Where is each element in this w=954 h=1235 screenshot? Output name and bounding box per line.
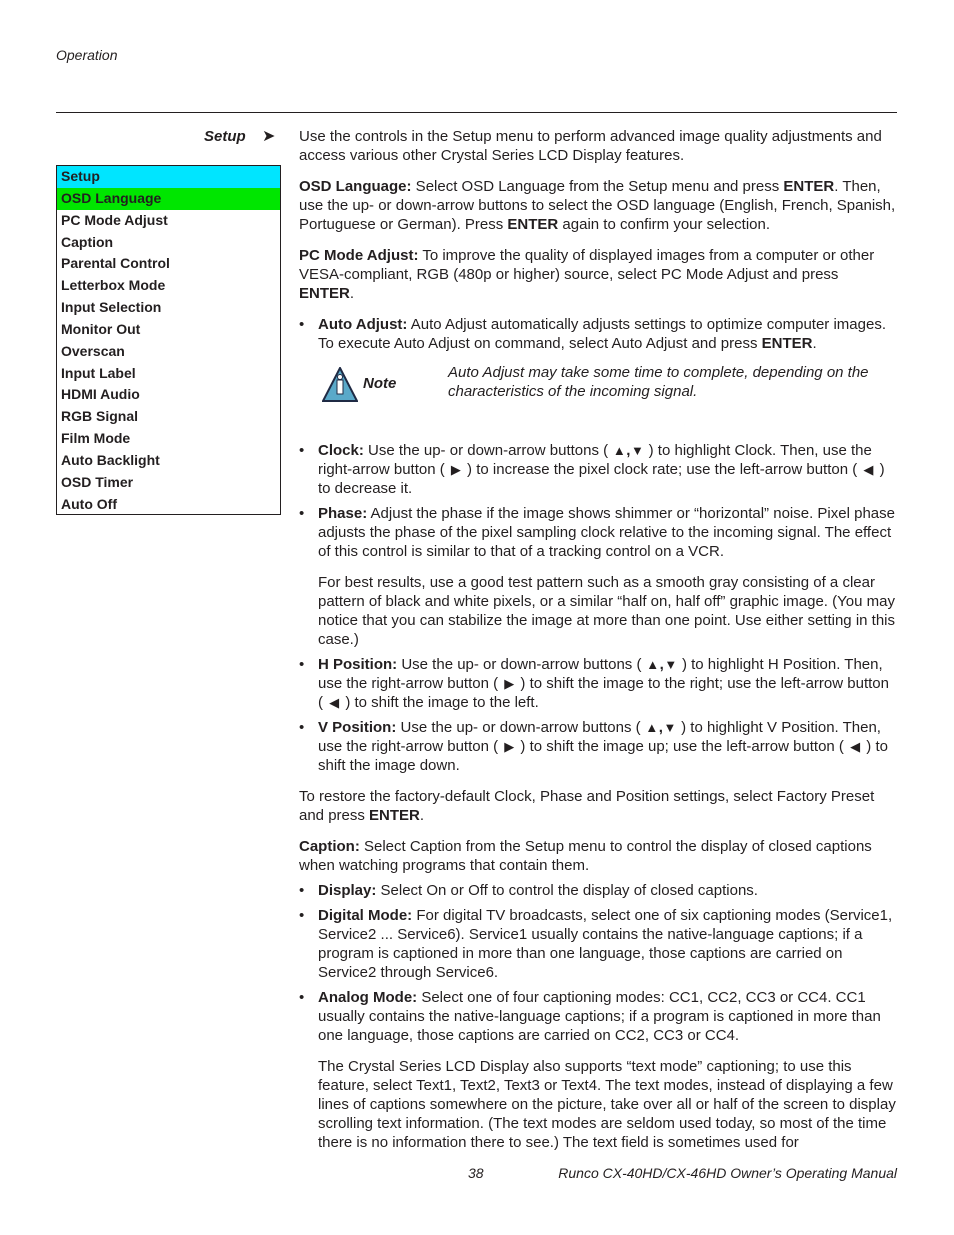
menu-item-auto-off[interactable]: Auto Off xyxy=(61,495,117,512)
restore-text-1: To restore the factory-default Clock, Phase and Position settings, select Factory Preset and press xyxy=(299,788,875,824)
display-bullet xyxy=(299,881,897,900)
clock-text-1: Use the up- or down-arrow buttons ( xyxy=(363,442,613,459)
pc-mode-text-2: . xyxy=(349,285,355,302)
comma: , xyxy=(626,442,631,459)
vpos-text-1: Use the up- or down-arrow buttons ( xyxy=(396,719,645,736)
menu-item-osd-language[interactable]: OSD Language xyxy=(57,188,280,210)
pc-mode-label: PC Mode Adjust: xyxy=(299,247,419,264)
osd-text-3: again to confirm your selection. xyxy=(558,216,771,233)
v-position-bullet xyxy=(299,718,897,775)
hpos-text-4: ) to shift the image to the left. xyxy=(341,694,539,711)
right-arrow-icon: ▶ xyxy=(504,739,515,754)
digital-text-1: For digital TV broadcasts, select one of six captioning modes (Service1, Service2 ... Service6). Service1 usually contains the native-language captions; if a program is captioned in more than one language, those captions are carried on Service2 through Service6. xyxy=(318,907,893,981)
display-text-1: Select On or Off to control the display of closed captions. xyxy=(376,882,758,899)
main-content xyxy=(299,127,897,1158)
analog-text-1: Select one of four captioning modes: CC1, CC2, CC3 or CC4. CC1 usually contains the native-language captions; if a program is captioned in more than one language, those captions are carried on CC2, CC3 or CC4. xyxy=(318,989,881,1044)
auto-adjust-label: Auto Adjust: xyxy=(318,316,408,333)
restore-text-2: . xyxy=(419,807,425,824)
caption-text-1: Select Caption from the Setup menu to control the display of closed captions when watching programs that contain them. xyxy=(299,838,872,874)
restore-paragraph xyxy=(299,787,897,825)
menu-item-hdmi-audio[interactable]: HDMI Audio xyxy=(61,386,140,403)
note-icon xyxy=(322,367,358,403)
up-arrow-icon: ▲ xyxy=(645,720,659,735)
osd-enter-1: ENTER xyxy=(783,178,835,195)
menu-item-osd-timer[interactable]: OSD Timer xyxy=(61,473,134,490)
header-rule xyxy=(56,112,897,113)
phase-label: Phase: xyxy=(318,505,368,522)
h-position-bullet xyxy=(299,655,897,712)
osd-text-1: Select OSD Language from the Setup menu and press xyxy=(411,178,784,195)
setup-menu xyxy=(56,165,281,515)
menu-item-auto-backlight[interactable]: Auto Backlight xyxy=(61,451,160,468)
clock-text-4: ) to decrease it. xyxy=(318,461,885,497)
restore-enter: ENTER xyxy=(369,807,420,824)
auto-adjust-text-2: . xyxy=(812,335,817,352)
caption-label: Caption: xyxy=(299,838,360,855)
page-number: 38 xyxy=(468,1165,484,1181)
down-arrow-icon: ▼ xyxy=(663,720,677,735)
phase-bullet xyxy=(299,504,897,561)
phase-text-1: Adjust the phase if the image shows shimmer or “horizontal” noise. Pixel phase adjusts the phase of the pixel sampling clock relative to the incoming signal. The effect of this control is similar to that of a tracking control on a VCR. xyxy=(318,505,895,560)
menu-item-rgb-signal[interactable]: RGB Signal xyxy=(61,408,139,425)
comma: , xyxy=(659,656,664,673)
pc-mode-text-1: To improve the quality of displayed images from a computer or other VESA-compliant, RGB (480p or higher) source, select PC Mode Adjust and press xyxy=(299,247,875,283)
down-arrow-icon: ▼ xyxy=(664,657,678,672)
right-arrow-icon: ▶ xyxy=(504,676,515,691)
menu-item-input-selection[interactable]: Input Selection xyxy=(61,299,162,316)
up-arrow-icon: ▲ xyxy=(646,657,660,672)
hpos-text-1: Use the up- or down-arrow buttons ( xyxy=(397,656,646,673)
menu-item-caption[interactable]: Caption xyxy=(61,233,114,250)
analog-mode-bullet xyxy=(299,988,897,1045)
up-arrow-icon: ▲ xyxy=(612,443,626,458)
auto-adjust-enter: ENTER xyxy=(761,335,813,352)
phase-extra-paragraph: For best results, use a good test pattern such as a smooth gray consisting of a clear pattern of black and white pixels, or a similar “half on, half off” graphic image. (You may notice that you can stabilize the image at more than one point. Use either setting in this case.) xyxy=(318,574,896,648)
footer-title: Runco CX-40HD/CX-46HD Owner’s Operating Manual xyxy=(558,1165,897,1181)
pc-mode-enter: ENTER xyxy=(299,285,350,302)
analog-mode-label: Analog Mode: xyxy=(318,989,418,1006)
vpos-text-3: ) to shift the image up; use the left-arrow button ( xyxy=(516,738,849,755)
digital-mode-bullet xyxy=(299,906,897,982)
menu-item-overscan[interactable]: Overscan xyxy=(61,342,125,359)
osd-language-paragraph xyxy=(299,177,897,234)
running-header: Operation xyxy=(56,47,118,63)
hpos-text-2: ) to highlight H Position. Then, use the right-arrow button ( xyxy=(318,656,883,692)
menu-item-parental-control[interactable]: Parental Control xyxy=(61,255,170,272)
display-label: Display: xyxy=(318,882,377,899)
hpos-text-3: ) to shift the image to the right; use the left-arrow button ( xyxy=(318,675,889,711)
menu-item-pc-mode-adjust[interactable]: PC Mode Adjust xyxy=(61,211,168,228)
clock-bullet xyxy=(299,441,897,498)
menu-title[interactable]: Setup xyxy=(57,166,280,188)
vpos-text-4: ) to shift the image down. xyxy=(318,738,888,774)
clock-text-3: ) to increase the pixel clock rate; use the left-arrow button ( xyxy=(462,461,862,478)
note-box xyxy=(299,363,897,417)
intro-paragraph: Use the controls in the Setup menu to perform advanced image quality adjustments and access various other Crystal Series LCD Display features. xyxy=(299,128,882,164)
menu-item-input-label[interactable]: Input Label xyxy=(61,364,136,381)
digital-mode-label: Digital Mode: xyxy=(318,907,413,924)
clock-label: Clock: xyxy=(318,442,364,459)
v-position-label: V Position: xyxy=(318,719,397,736)
clock-text-2: ) to highlight Clock. Then, use the right-arrow button ( xyxy=(318,442,872,478)
auto-adjust-text-1: Auto Adjust automatically adjusts settings to optimize computer images. To execute Auto Adjust on command, select Auto Adjust and press xyxy=(318,316,886,352)
menu-item-letterbox-mode[interactable]: Letterbox Mode xyxy=(61,277,166,294)
right-arrow-icon: ▶ xyxy=(450,462,461,477)
section-arrow-icon: ➤ xyxy=(262,128,276,145)
left-arrow-icon: ◀ xyxy=(329,695,340,710)
osd-enter-2: ENTER xyxy=(507,216,559,233)
menu-item-monitor-out[interactable]: Monitor Out xyxy=(61,320,141,337)
comma: , xyxy=(658,719,663,736)
h-position-label: H Position: xyxy=(318,656,398,673)
analog-extra-paragraph: The Crystal Series LCD Display also supports “text mode” captioning; to use this feature, select Text1, Text2, Text3 or Text4. The text modes, instead of displaying a few lines of captions somewhere on the picture, take over all or half of the screen to display scrolling text information. (The text modes are seldom used today, so most of the time there is no information there to see.) The text field is sometimes used for xyxy=(318,1058,896,1151)
auto-adjust-bullet xyxy=(299,315,897,353)
menu-item-film-mode[interactable]: Film Mode xyxy=(61,430,131,447)
down-arrow-icon: ▼ xyxy=(631,443,644,458)
pc-mode-paragraph xyxy=(299,246,897,303)
osd-text-2: . Then, use the up- or down-arrow buttons to select the OSD language (English, French, Spanish, Portuguese or German). Press xyxy=(299,178,896,233)
section-title: Setup xyxy=(204,128,246,145)
note-label: Note xyxy=(363,375,397,392)
osd-language-label: OSD Language: xyxy=(299,178,412,195)
left-arrow-icon: ◀ xyxy=(850,739,861,754)
caption-paragraph xyxy=(299,837,897,875)
note-text: Auto Adjust may take some time to complete, depending on the characteristics of the incoming signal. xyxy=(448,364,869,400)
vpos-text-2: ) to highlight V Position. Then, use the right-arrow button ( xyxy=(318,719,881,755)
left-arrow-icon: ◀ xyxy=(863,462,874,477)
